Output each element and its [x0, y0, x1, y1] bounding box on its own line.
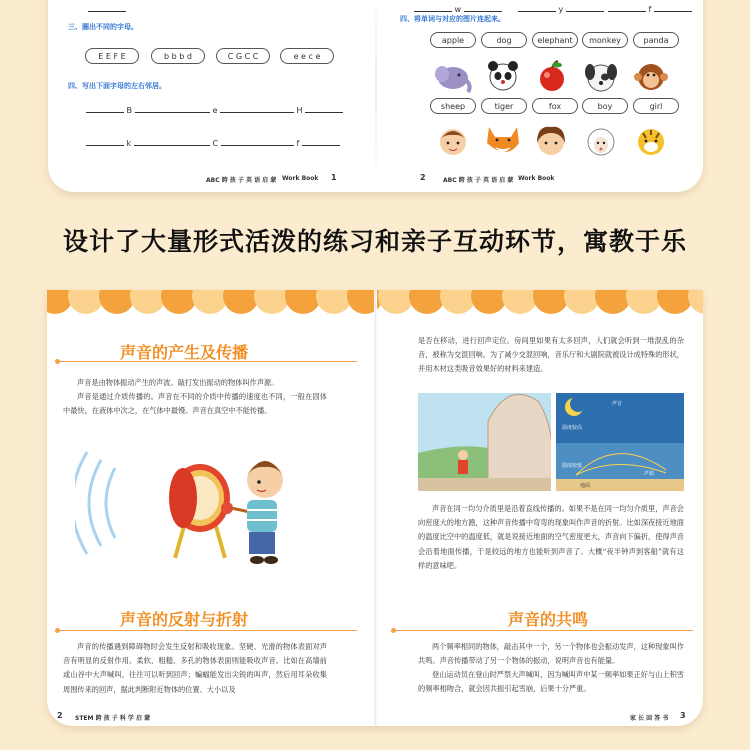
word-pill-elephant: elephant: [532, 32, 578, 48]
tiger-picture: [638, 129, 664, 155]
panda-picture: [488, 61, 518, 90]
bottom-footer-left: STEM 跨 孩 子 科 学 启 蒙: [75, 715, 151, 722]
diagram-label: 地面: [580, 483, 591, 489]
boy-drum-illustration: [75, 438, 305, 568]
title-dot: [55, 628, 60, 633]
title-dot: [55, 359, 60, 364]
letter-pill: e e c e: [280, 48, 334, 64]
title-underline: [393, 630, 693, 631]
neighbor-blank-row: [256, 138, 340, 148]
refraction-night-illustration: [556, 393, 684, 491]
letter-b: B: [126, 106, 133, 115]
promo-headline: 设计了大量形式活泼的练习和亲子互动环节，寓教于乐: [62, 227, 687, 256]
title-underline: [57, 630, 357, 631]
animal-pictures-row2: [433, 123, 683, 159]
title-dot: [391, 628, 396, 633]
girl-picture: [537, 127, 565, 155]
apple-picture: [540, 61, 564, 91]
word-pill-monkey: monkey: [582, 32, 628, 48]
letter-c: C: [212, 139, 219, 148]
elephant-picture: [435, 66, 470, 92]
match-section-title: 四、将单词与对应的图片连起来。: [400, 15, 505, 23]
letter-k: k: [126, 139, 132, 148]
dog-picture: [585, 64, 617, 91]
letter-pill: b b b d: [151, 48, 205, 64]
paragraph: 声音是由物体振动产生的声波。敲打发出振动的物体叫作声源。: [77, 378, 279, 387]
letter-pill: C G C C: [216, 48, 270, 64]
word-pill-apple: apple: [430, 32, 476, 48]
word-pill-tiger: tiger: [481, 98, 527, 114]
top-book-spine: [375, 0, 377, 192]
word-pill-dog: dog: [481, 32, 527, 48]
paragraph: 登山运动员在登山时严禁大声喊叫，因为喊叫声中某一频率如果正好与山上积雪的频率相吻合，就会因共振引起雪崩，后果十分严重。: [418, 670, 684, 694]
section-title-resonance: 声音的共鸣: [508, 610, 589, 629]
top-workbook-spread: [48, 0, 703, 192]
paragraph: 声音在同一均匀介质里是沿着直线传播的。如果不是在同一均匀介质里，声音会向密度大的地方跑，这种声音传播中弯弯的现象叫作声音的折射。比如深夜接近地面的温度比空中的温度低，就是说接近地面的空气密度更大，声音向下偏折，使得声音会沿着地面传播，于是较远的地方也能听到声音了。大概“夜半钟声到客船”就有这样的意味吧。: [418, 504, 684, 570]
blank-row-top: [88, 4, 126, 14]
monkey-picture: [634, 64, 668, 90]
diagram-label: 温度较低: [562, 463, 583, 469]
footer-sub-right: Work Book: [518, 175, 555, 182]
neighbor-blank-row: [86, 138, 172, 148]
neighbor-blank-row: [256, 105, 343, 115]
paragraph: 声音是通过介质传播的。声音在不同的介质中传播的速度也不同，一般在固体中最快，在液体中次之，在气体中最慢。声音在真空中不能传播。: [63, 392, 327, 416]
word-pill-sheep: sheep: [430, 98, 476, 114]
section3-title: 三、圈出不同的字母。: [68, 23, 138, 31]
echo-cliff-illustration: [418, 393, 551, 491]
page-number-2: 2: [57, 711, 63, 720]
bottom-book-spine: [374, 290, 377, 726]
neighbor-blank-row: [172, 105, 258, 115]
letter-pill: E E F E: [85, 48, 139, 64]
scallop-decoration: [688, 290, 703, 314]
word-pill-panda: panda: [633, 32, 679, 48]
letter-y: y: [558, 5, 564, 14]
footer-title-left: ABC 跨 孩 子 英 语 启 蒙: [206, 177, 277, 184]
diagram-label: 温度较高: [562, 425, 583, 431]
footer-sub-left: Work Book: [282, 175, 319, 182]
bottom-footer-right: 家 长 回 答 书: [630, 715, 669, 722]
letter-e: e: [212, 106, 218, 115]
animal-pictures-row1: [433, 60, 683, 94]
paragraph: 两个频率相同的物体，敲击其中一个，另一个物体也会振动发声，这种现象叫作共鸣。声音传播带动了另一个物体的振动，说明声音也有能量。: [418, 642, 684, 666]
page-number-right: 2: [420, 173, 426, 182]
letter-f: f: [296, 139, 300, 148]
neighbor-blank-row: [172, 138, 259, 148]
diagram-label: 声音: [612, 401, 623, 407]
page-number-3: 3: [680, 711, 686, 720]
fox-picture: [487, 127, 519, 152]
diagram-label: 声源: [644, 471, 655, 477]
letter-f: f: [648, 5, 652, 14]
paragraph: 是否在移动，进行回声定位。房间里如果有太多回声，人们就会听到一堆混乱的杂音，被称为交混回响。为了减少交混回响，音乐厅和大剧院就被设计成特殊的形状，并用木材这类吸音效果好的材料来建造。: [418, 336, 684, 374]
top-letter-blank: [518, 4, 604, 14]
top-letter-blank: [608, 4, 692, 14]
section-title-propagation: 声音的产生及传播: [120, 343, 249, 362]
word-pill-fox: fox: [532, 98, 578, 114]
section4-title: 四、写出下面字母的左右邻居。: [68, 82, 166, 90]
sheep-picture: [588, 129, 614, 155]
neighbor-blank-row: [86, 105, 173, 115]
top-letter-blank: [414, 4, 502, 14]
footer-title-right: ABC 跨 孩 子 英 语 启 蒙: [443, 177, 514, 184]
paragraph: 声音的传播遇到障碍物时会发生反射和吸收现象。坚硬、光滑的物体表面对声音有明显的反射作用。柔软、粗糙、多孔的物体表面则能吸收声音。比如在高墙前或山谷中大声喊叫，往往可以听到回声；蝙蝠能发出尖锐的叫声，然后用耳朵收集周围传来的回声，据此判断附近物体的位置、大小以及: [63, 642, 327, 694]
boy-picture: [440, 129, 466, 155]
word-pill-girl: girl: [633, 98, 679, 114]
word-pill-boy: boy: [582, 98, 628, 114]
letter-w: w: [454, 5, 462, 14]
bottom-science-spread: [47, 290, 703, 726]
letter-h: H: [296, 106, 303, 115]
page-number-left: 1: [331, 173, 337, 182]
section-title-reflection: 声音的反射与折射: [120, 610, 249, 629]
